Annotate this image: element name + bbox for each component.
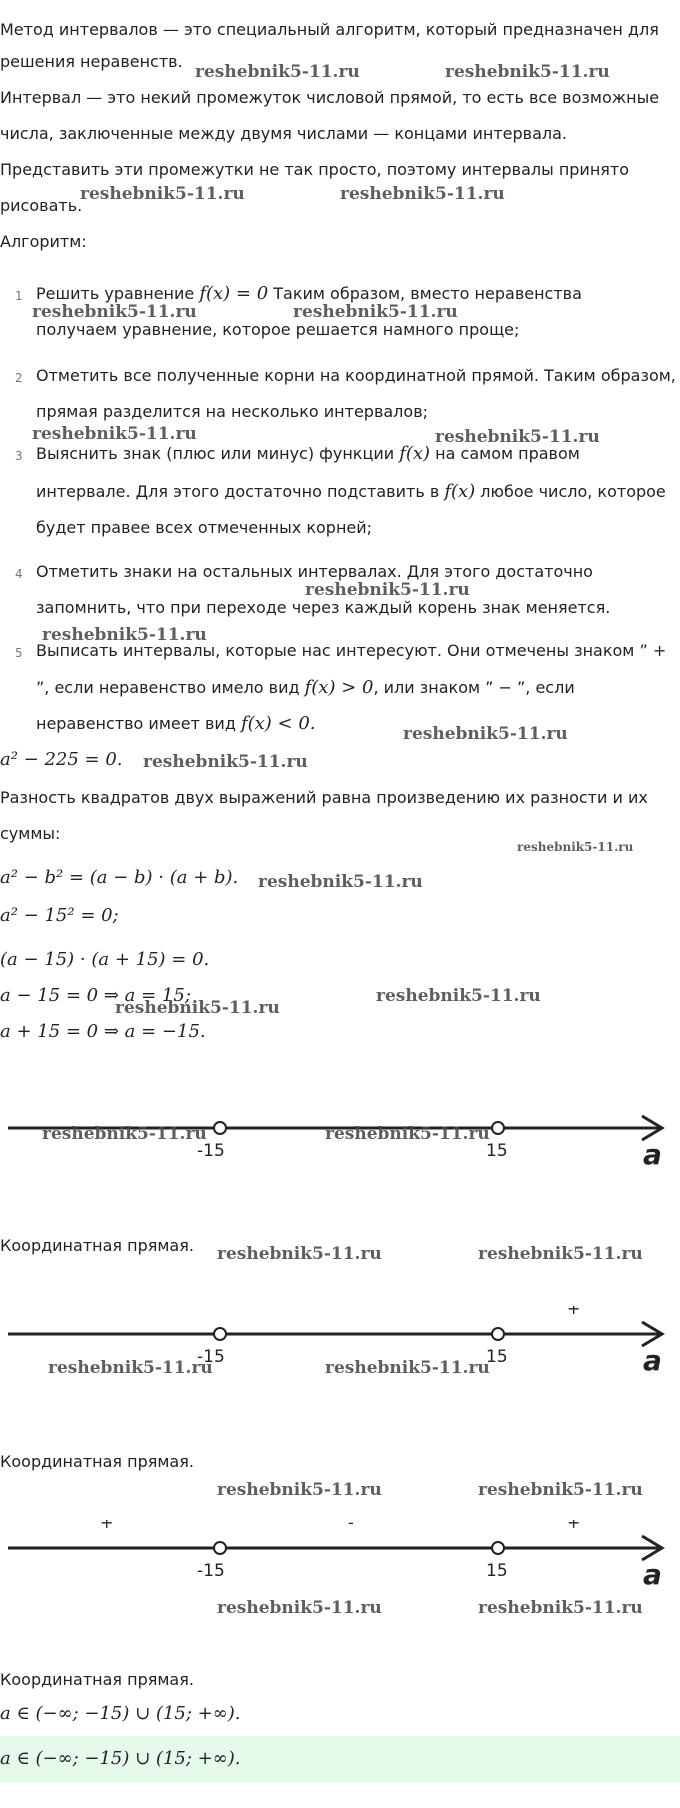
intro-line-5: Представить эти промежутки не так просто, поэтому интервалы принято [0,160,630,179]
axis-variable: a [643,1558,662,1591]
step-1-line-2: получаем уравнение, которое решается намного проще; [36,320,520,339]
number-line-2-graphic [0,1306,680,1396]
step-2-line-2: прямая разделится на несколько интервалов; [36,402,429,421]
number-line-1 [0,1100,680,1190]
step-5-text-tail: , или знаком ” − ”, если [373,678,575,697]
solution-text-1: Разность квадратов двух выражений равна произведению их разности и их [0,788,648,807]
sign-middle-interval: - [348,1520,354,1532]
step-4-line-1: Отметить знаки на остальных интервалах. Для этого достаточно [36,562,593,581]
label-minus-15: -15 [197,1347,225,1367]
root-2: a + 15 = 0 ⇒ a = −15. [0,1021,206,1042]
watermark: reshebnik5-11.ru [217,1480,382,1500]
step-3-math-2: f(x) [444,481,476,502]
point-minus-15 [214,1542,226,1554]
point-15 [492,1122,504,1134]
algorithm-heading: Алгоритм: [0,232,87,251]
equation-main: a² − 225 = 0. [0,749,123,770]
point-15 [492,1328,504,1340]
step-3-line-1 [36,444,580,464]
watermark: reshebnik5-11.ru [293,302,458,322]
step-5-line-2 [36,678,575,698]
step-2-line-1: Отметить все полученные корни на координатной прямой. Таким образом, [36,366,676,385]
step-5-math-2: f(x) < 0. [240,713,316,734]
answer-highlight [0,1736,680,1782]
intro-line-3: Интервал — это некий промежуток числовой прямой, то есть все возможные [0,88,660,107]
watermark: reshebnik5-11.ru [48,1358,213,1378]
watermark: reshebnik5-11.ru [478,1480,643,1500]
step-1-text-tail: Таким образом, вместо неравенства [268,284,582,303]
step-5-math: f(x) > 0 [304,677,374,698]
equation-step-1: a² − 15² = 0; [0,905,119,926]
watermark-small: reshebnik5-11.ru [517,840,634,854]
step-3-text: Выяснить знак (плюс или минус) функции [36,444,400,463]
formula-difference-of-squares: a² − b² = (a − b) · (a + b). [0,867,239,888]
answer-highlighted: a ∈ (−∞; −15) ∪ (15; +∞). [0,1748,241,1769]
step-3-text-tail: на самом правом [430,444,580,463]
step-5-line-3 [36,714,316,734]
watermark: reshebnik5-11.ru [42,1124,207,1144]
watermark: reshebnik5-11.ru [217,1598,382,1618]
step-1-text: Решить уравнение [36,284,200,303]
step-2-number: 2 [15,371,23,385]
root-1: a − 15 = 0 ⇒ a = 15; [0,985,191,1006]
step-3-text-2-tail: любое число, которое [475,482,666,501]
label-minus-15: -15 [197,1561,225,1581]
step-3-math: f(x) [399,443,431,464]
watermark: reshebnik5-11.ru [445,62,610,82]
step-1-number: 1 [15,289,23,303]
watermark: reshebnik5-11.ru [217,1244,382,1264]
intro-line-1: Метод интервалов — это специальный алгоритм, который предназначен для [0,20,659,39]
step-3-number: 3 [15,449,23,463]
watermark: reshebnik5-11.ru [478,1598,643,1618]
sign-right-interval: + [567,1520,581,1532]
point-minus-15 [214,1328,226,1340]
step-5-number: 5 [15,646,23,660]
number-line-2 [0,1306,680,1396]
step-1-line-1 [36,284,582,304]
intro-line-6: рисовать. [0,196,83,215]
caption-final: Координатная прямая. [0,1670,194,1689]
step-4-number: 4 [15,567,23,581]
watermark: reshebnik5-11.ru [115,998,280,1018]
step-5-text: ”, если неравенство имело вид [36,678,305,697]
axis-variable: a [643,1138,662,1171]
step-3-line-3: будет правее всех отмеченных корней; [36,518,373,537]
solution-text-2: суммы: [0,824,61,843]
step-5-text-3: неравенство имеет вид [36,714,241,733]
number-line-1-graphic [0,1100,680,1190]
watermark: reshebnik5-11.ru [340,184,505,204]
step-5-line-1: Выписать интервалы, которые нас интересуют. Они отмечены знаком ” + [36,641,667,660]
number-line-3 [0,1520,680,1610]
caption-axis-2: Координатная прямая. [0,1236,194,1255]
watermark: reshebnik5-11.ru [305,580,470,600]
watermark: reshebnik5-11.ru [258,872,423,892]
label-15: 15 [486,1141,508,1161]
watermark: reshebnik5-11.ru [325,1124,490,1144]
watermark: reshebnik5-11.ru [32,302,197,322]
step-3-line-2 [36,482,666,502]
point-15 [492,1542,504,1554]
point-minus-15 [214,1122,226,1134]
watermark: reshebnik5-11.ru [195,62,360,82]
number-line-3-graphic [0,1520,680,1610]
sign-right-interval: + [567,1306,581,1318]
watermark: reshebnik5-11.ru [143,752,308,772]
intro-line-2: решения неравенств. [0,52,183,71]
step-3-text-2: интервале. Для этого достаточно подставить в [36,482,445,501]
sign-left-interval: + [100,1520,114,1532]
label-15: 15 [486,1347,508,1367]
watermark: reshebnik5-11.ru [42,625,207,645]
intro-line-4: числа, заключенные между двумя числами — концами интервала. [0,124,568,143]
watermark: reshebnik5-11.ru [376,986,541,1006]
label-15: 15 [486,1561,508,1581]
equation-step-2: (a − 15) · (a + 15) = 0. [0,949,210,970]
caption-axis-3: Координатная прямая. [0,1452,194,1471]
watermark: reshebnik5-11.ru [32,424,197,444]
watermark: reshebnik5-11.ru [80,184,245,204]
watermark: reshebnik5-11.ru [403,724,568,744]
watermark: reshebnik5-11.ru [325,1358,490,1378]
answer-text: a ∈ (−∞; −15) ∪ (15; +∞). [0,1703,241,1724]
step-1-math: f(x) = 0 [199,283,269,304]
step-4-line-2: запомнить, что при переходе через каждый корень знак меняется. [36,598,611,617]
label-minus-15: -15 [197,1141,225,1161]
axis-variable: a [643,1344,662,1377]
watermark: reshebnik5-11.ru [435,427,600,447]
watermark: reshebnik5-11.ru [478,1244,643,1264]
